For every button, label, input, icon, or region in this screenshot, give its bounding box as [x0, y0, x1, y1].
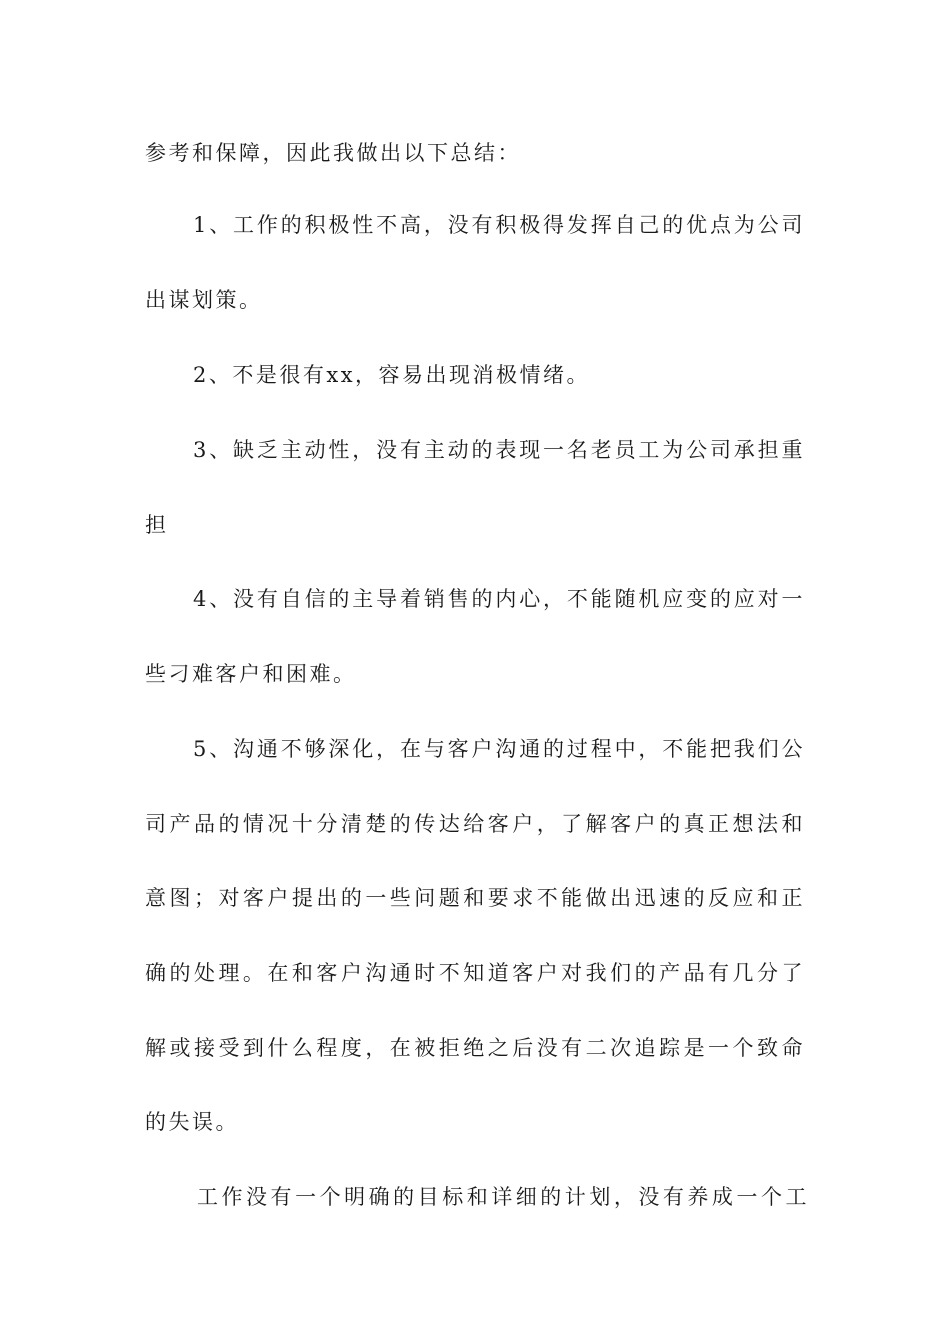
list-item-1-line: 出谋划策。: [145, 288, 263, 312]
list-item-4-line: 4、没有自信的主导着销售的内心，不能随机应变的应对一: [193, 587, 805, 611]
list-item-5-line: 司产品的情况十分清楚的传达给客户，了解客户的真正想法和: [145, 812, 805, 836]
list-item-3-line: 担: [145, 513, 169, 537]
list-item-5-line: 的失误。: [145, 1110, 239, 1134]
list-item-5-line: 确的处理。在和客户沟通时不知道客户对我们的产品有几分了: [145, 961, 805, 985]
list-item-5-line: 5、沟通不够深化，在与客户沟通的过程中，不能把我们公: [193, 737, 805, 761]
list-item-1-line: 1、工作的积极性不高，没有积极得发挥自己的优点为公司: [193, 213, 805, 237]
paragraph-line: 工作没有一个明确的目标和详细的计划，没有养成一个工: [197, 1185, 809, 1209]
list-item-3-line: 3、缺乏主动性，没有主动的表现一名老员工为公司承担重: [193, 438, 805, 462]
list-item-2-line: 2、不是很有xx，容易出现消极情绪。: [193, 363, 591, 387]
list-item-4-line: 些刁难客户和困难。: [145, 662, 357, 686]
list-item-5-line: 解或接受到什么程度，在被拒绝之后没有二次追踪是一个致命: [145, 1036, 805, 1060]
list-item-5-line: 意图；对客户提出的一些问题和要求不能做出迅速的反应和正: [145, 886, 805, 910]
text-line: 参考和保障，因此我做出以下总结：: [145, 141, 521, 165]
